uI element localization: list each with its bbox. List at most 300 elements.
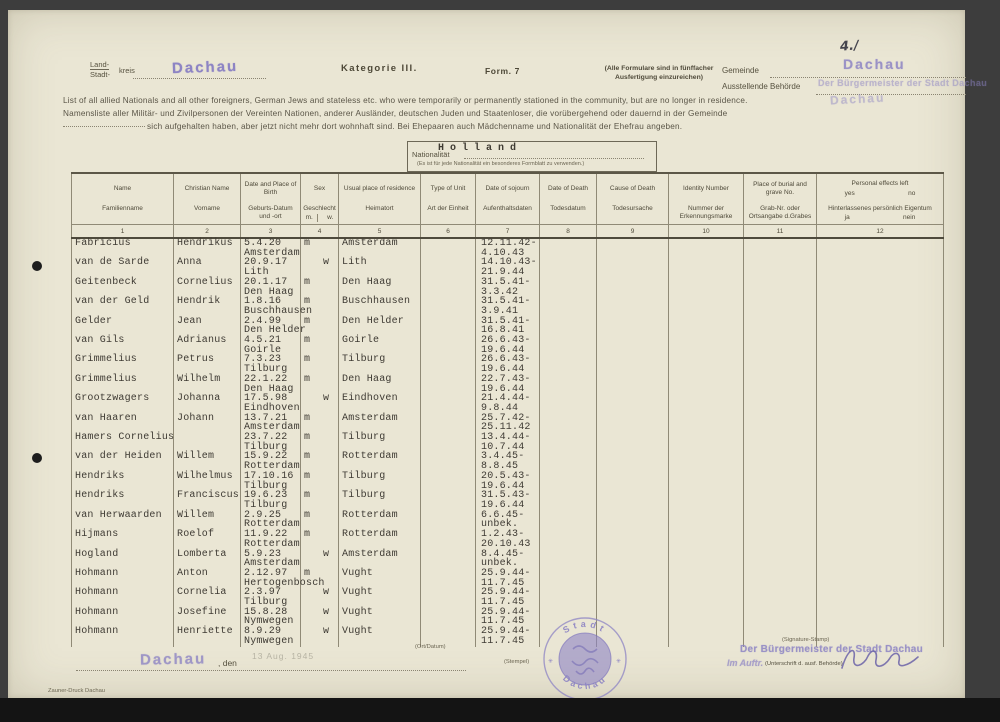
cell-sex: m [301, 375, 339, 394]
cell-sojourn: 20.5.43- 19.6.44 [476, 472, 540, 491]
cell-death-date [540, 433, 597, 452]
cell-unit [421, 530, 476, 549]
cell-effects [817, 238, 944, 258]
cell-christian-name: Wilhelmus [174, 472, 241, 491]
col-effects-de: Hinterlassenes persönlich Eigentum ja nein [817, 204, 944, 225]
cell-christian-name: Wilhelm [174, 375, 241, 394]
form-number: Form. 7 [485, 66, 520, 76]
cell-residence: Eindhoven [339, 394, 421, 413]
cell-death-date [540, 258, 597, 277]
col-sex-en: Sex [301, 173, 339, 204]
kreis-suffix: kreis [119, 66, 135, 75]
cell-sojourn: 31.5.43- 19.6.44 [476, 491, 540, 510]
cell-sex: w [301, 394, 339, 413]
cell-birth: 2.4.99 Den Helder [241, 317, 301, 336]
cell-sojourn: 3.4.45- 8.8.45 [476, 452, 540, 471]
cell-name: van Haaren [72, 414, 174, 433]
table-row [72, 452, 944, 471]
cell-identity-number [669, 238, 744, 258]
cell-burial [744, 530, 817, 549]
cell-residence: Den Haag [339, 278, 421, 297]
cell-christian-name: Henriette [174, 627, 241, 646]
den-label: , den [218, 658, 237, 668]
cell-burial [744, 569, 817, 588]
cell-name: van Herwaarden [72, 511, 174, 530]
cell-death-date [540, 569, 597, 588]
cell-unit [421, 336, 476, 355]
col-burial-en: Place of burial and grave No. [744, 173, 817, 204]
cell-death-date [540, 511, 597, 530]
punch-hole-bottom [32, 453, 42, 463]
cell-effects [817, 569, 944, 588]
cell-cause-of-death [597, 394, 669, 413]
ort-datum-dotted-line [76, 669, 466, 671]
table-row [72, 375, 944, 394]
cell-sex: w [301, 627, 339, 646]
copies-note: (Alle Formulare sind in fünffacher Ausfertigung einzureichen) [604, 65, 714, 81]
cell-effects [817, 550, 944, 569]
cell-unit [421, 472, 476, 491]
table-row [72, 433, 944, 452]
cell-identity-number [669, 258, 744, 277]
cell-name: van der Heiden [72, 452, 174, 471]
cell-residence: Rotterdam [339, 530, 421, 549]
cell-identity-number [669, 627, 744, 646]
cell-christian-name: Petrus [174, 355, 241, 374]
cell-identity-number [669, 530, 744, 549]
cell-christian-name: Willem [174, 452, 241, 471]
cell-name: Grootzwagers [72, 394, 174, 413]
table-row [72, 394, 944, 413]
intro-english: List of all allied Nationals and all other foreigners, German Jews and stateless etc. who were temporarily or permanently stationed in the community, but are no longer in residence. [63, 96, 748, 105]
cell-sojourn: 26.6.43- 19.6.44 [476, 355, 540, 374]
cell-cause-of-death [597, 433, 669, 452]
cell-sojourn: 1.2.43- 20.10.43 [476, 530, 540, 549]
cell-name: Hohmann [72, 588, 174, 607]
table-body [72, 238, 944, 647]
cell-unit [421, 491, 476, 510]
cell-cause-of-death [597, 317, 669, 336]
sex-m-w: m. w. [305, 214, 334, 221]
cell-death-date [540, 414, 597, 433]
seal-text-top: Stadt [561, 618, 610, 636]
cell-residence: Tilburg [339, 491, 421, 510]
cell-burial [744, 258, 817, 277]
cell-death-date [540, 278, 597, 297]
cell-residence: Tilburg [339, 472, 421, 491]
cell-name: Hijmans [72, 530, 174, 549]
cell-name: Hohmann [72, 569, 174, 588]
cell-death-date [540, 238, 597, 258]
gemeinde-label: Gemeinde [722, 66, 759, 75]
cell-sex: m [301, 317, 339, 336]
nationality-box [407, 141, 657, 172]
cell-burial [744, 452, 817, 471]
cell-identity-number [669, 433, 744, 452]
cell-birth: 1.8.16 Buschhausen [241, 297, 301, 316]
table-row [72, 336, 944, 355]
cell-sojourn: 22.7.43- 19.6.44 [476, 375, 540, 394]
cell-sojourn: 14.10.43- 21.9.44 [476, 258, 540, 277]
cell-name: Hendriks [72, 491, 174, 510]
cell-burial [744, 491, 817, 510]
cell-unit [421, 297, 476, 316]
cell-christian-name [174, 433, 241, 452]
cell-sex: m [301, 491, 339, 510]
cell-christian-name: Lomberta [174, 550, 241, 569]
cell-name: Hohmann [72, 608, 174, 627]
cell-effects [817, 472, 944, 491]
cell-birth: 8.9.29 Nymwegen [241, 627, 301, 646]
cell-residence: Tilburg [339, 433, 421, 452]
faint-date-stamp: 13 Aug. 1945 [252, 651, 315, 661]
col-cause-de: Todesursache [597, 204, 669, 225]
table-row [72, 550, 944, 569]
cell-identity-number [669, 588, 744, 607]
cell-identity-number [669, 375, 744, 394]
cell-unit [421, 258, 476, 277]
cell-residence: Amsterdam [339, 238, 421, 258]
cell-effects [817, 297, 944, 316]
cell-birth: 5.9.23 Amsterdam [241, 550, 301, 569]
cell-christian-name: Franciscus [174, 491, 241, 510]
document-page [8, 10, 988, 698]
cell-birth: 15.8.28 Nymwegen [241, 608, 301, 627]
cell-identity-number [669, 355, 744, 374]
cell-name: Hendriks [72, 472, 174, 491]
behoerde-label: Ausstellende Behörde [722, 82, 801, 91]
cell-identity-number [669, 452, 744, 471]
cell-burial [744, 297, 817, 316]
table-row [72, 511, 944, 530]
table-row [72, 530, 944, 549]
cell-birth: 2.3.97 Tilburg [241, 588, 301, 607]
cell-birth: 20.1.17 Den Haag [241, 278, 301, 297]
cell-cause-of-death [597, 491, 669, 510]
cell-identity-number [669, 511, 744, 530]
cell-effects [817, 278, 944, 297]
cell-death-date [540, 375, 597, 394]
persons-table [71, 172, 944, 647]
cell-cause-of-death [597, 511, 669, 530]
col-burial-de: Grab-Nr. oder Ortsangabe d.Grabes [744, 204, 817, 225]
cell-christian-name: Hendrik [174, 297, 241, 316]
cell-residence: Lith [339, 258, 421, 277]
cell-death-date [540, 491, 597, 510]
table-row [72, 491, 944, 510]
cell-identity-number [669, 608, 744, 627]
cell-name: Fabricius [72, 238, 174, 258]
cell-effects [817, 491, 944, 510]
seal-star-right: ✳ [616, 659, 622, 665]
cell-name: Hogland [72, 550, 174, 569]
cell-effects [817, 336, 944, 355]
cell-effects [817, 317, 944, 336]
cell-christian-name: Cornelia [174, 588, 241, 607]
cell-sojourn: 31.5.41- 16.8.41 [476, 317, 540, 336]
cell-death-date [540, 472, 597, 491]
cell-burial [744, 550, 817, 569]
kategorie-heading: Kategorie III. [341, 63, 418, 74]
cell-sex: m [301, 452, 339, 471]
cell-effects [817, 608, 944, 627]
scan-bottom-bar [0, 698, 1000, 722]
cell-effects [817, 452, 944, 471]
cell-unit [421, 375, 476, 394]
cell-residence: Den Haag [339, 375, 421, 394]
ort-datum-label: (Ort/Datum) [415, 644, 446, 650]
nationality-note: (Es ist für jede Nationalität ein besonderes Formblatt zu verwenden.) [417, 161, 585, 167]
cell-birth: 19.6.23 Tilburg [241, 491, 301, 510]
cell-unit [421, 433, 476, 452]
table-row [72, 608, 944, 627]
cell-unit [421, 550, 476, 569]
cell-identity-number [669, 550, 744, 569]
cell-name: van der Geld [72, 297, 174, 316]
cell-effects [817, 258, 944, 277]
cell-birth: 13.7.21 Amsterdam [241, 414, 301, 433]
cell-death-date [540, 317, 597, 336]
cell-unit [421, 569, 476, 588]
cell-identity-number [669, 569, 744, 588]
col-sojourn-de: Aufenthaltsdaten [476, 204, 540, 225]
cell-death-date [540, 394, 597, 413]
cell-birth: 5.4.20 Amsterdam [241, 238, 301, 258]
cell-name: Grimmelius [72, 355, 174, 374]
cell-cause-of-death [597, 336, 669, 355]
cell-death-date [540, 297, 597, 316]
col-christian-en: Christian Name [174, 173, 241, 204]
seal-text-bottom: Dachau [561, 673, 609, 692]
cell-birth: 2.12.97 Hertogenbosch [241, 569, 301, 588]
cell-sex: m [301, 569, 339, 588]
cell-birth: 15.9.22 Rotterdam [241, 452, 301, 471]
cell-sojourn: 21.4.44- 9.8.44 [476, 394, 540, 413]
table-row [72, 238, 944, 258]
cell-residence: Amsterdam [339, 414, 421, 433]
cell-residence: Vught [339, 608, 421, 627]
cell-burial [744, 336, 817, 355]
table-header [72, 173, 944, 238]
cell-effects [817, 433, 944, 452]
cell-residence: Vught [339, 588, 421, 607]
cell-sojourn: 8.4.45- unbek. [476, 550, 540, 569]
cell-effects [817, 355, 944, 374]
cell-birth: 11.9.22 Rotterdam [241, 530, 301, 549]
punch-hole-top [32, 261, 42, 271]
cell-unit [421, 355, 476, 374]
cell-christian-name: Roelof [174, 530, 241, 549]
cell-sex: m [301, 433, 339, 452]
cell-death-date [540, 550, 597, 569]
col-residence-de: Heimatort [339, 204, 421, 225]
behoerde-dachau-stamp: Dachau [829, 90, 886, 108]
cell-birth: 7.3.23 Tilburg [241, 355, 301, 374]
col-sex-de: Geschlecht m. w. [301, 204, 339, 225]
cell-death-date [540, 355, 597, 374]
cell-sojourn: 31.5.41- 3.9.41 [476, 297, 540, 316]
cell-unit [421, 414, 476, 433]
cell-sex: w [301, 258, 339, 277]
cell-identity-number [669, 491, 744, 510]
cell-identity-number [669, 414, 744, 433]
cell-christian-name: Willem [174, 511, 241, 530]
cell-sex: m [301, 472, 339, 491]
cell-name: van de Sarde [72, 258, 174, 277]
table-row [72, 278, 944, 297]
cell-birth: 23.7.22 Tilburg [241, 433, 301, 452]
table-row [72, 317, 944, 336]
cell-burial [744, 355, 817, 374]
cell-birth: 4.5.21 Goirle [241, 336, 301, 355]
cell-christian-name: Johann [174, 414, 241, 433]
cell-name: van Gils [72, 336, 174, 355]
cell-birth: 20.9.17 Lith [241, 258, 301, 277]
table-row [72, 258, 944, 277]
cell-christian-name: Cornelius [174, 278, 241, 297]
gemeinde-dachau-stamp: Dachau [843, 56, 906, 72]
cell-name: Hamers Cornelius [72, 433, 174, 452]
col-identity-de: Nummer der Erkennungsmarke [669, 204, 744, 225]
cell-unit [421, 278, 476, 297]
cell-cause-of-death [597, 569, 669, 588]
signature-scribble [838, 642, 923, 676]
stempel-label: (Stempel) [504, 659, 530, 665]
nationality-value: Holland [438, 143, 523, 154]
cell-death-date [540, 588, 597, 607]
mayor-stamp: Der Bürgermeister der Stadt Dachau [740, 644, 924, 655]
col-name-en: Name [72, 173, 174, 204]
cell-death-date [540, 530, 597, 549]
col-cause-en: Cause of Death [597, 173, 669, 204]
nationality-dotted-line [464, 157, 644, 159]
cell-christian-name: Jean [174, 317, 241, 336]
cell-residence: Tilburg [339, 355, 421, 374]
cell-sex: m [301, 511, 339, 530]
cell-residence: Vught [339, 627, 421, 646]
cell-death-date [540, 452, 597, 471]
cell-identity-number [669, 317, 744, 336]
cell-burial [744, 511, 817, 530]
cell-sojourn: 13.4.44- 10.7.44 [476, 433, 540, 452]
cell-name: Geitenbeck [72, 278, 174, 297]
cell-residence: Den Helder [339, 317, 421, 336]
cell-cause-of-death [597, 355, 669, 374]
cell-burial [744, 588, 817, 607]
cell-birth: 2.9.25 Rotterdam [241, 511, 301, 530]
cell-effects [817, 414, 944, 433]
col-effects-en: Personal effects left yes no [817, 173, 944, 204]
cell-effects [817, 511, 944, 530]
table-row [72, 569, 944, 588]
cell-burial [744, 238, 817, 258]
cell-burial [744, 472, 817, 491]
cell-effects [817, 375, 944, 394]
cell-unit [421, 608, 476, 627]
seal-star-left: ✳ [548, 659, 554, 665]
cell-sex: m [301, 278, 339, 297]
handwritten-page-number: 4./ [839, 38, 860, 55]
cell-christian-name: Josefine [174, 608, 241, 627]
effects-ja-nein: ja nein [844, 214, 916, 221]
cell-identity-number [669, 394, 744, 413]
table-row [72, 414, 944, 433]
nationality-label: Nationalität [412, 150, 450, 159]
cell-unit [421, 238, 476, 258]
cell-cause-of-death [597, 472, 669, 491]
kreis-label: Land- Stadt- [90, 60, 111, 79]
cell-name: Gelder [72, 317, 174, 336]
cell-sex: m [301, 530, 339, 549]
cell-death-date [540, 336, 597, 355]
kreis-dotted-line [133, 77, 266, 79]
cell-residence: Rotterdam [339, 452, 421, 471]
cell-burial [744, 278, 817, 297]
cell-sojourn: 25.9.44- 11.7.45 [476, 569, 540, 588]
cell-sex: m [301, 414, 339, 433]
cell-birth: 22.1.22 Den Haag [241, 375, 301, 394]
cell-effects [817, 394, 944, 413]
city-seal-stamp [542, 616, 628, 702]
cell-cause-of-death [597, 414, 669, 433]
cell-cause-of-death [597, 550, 669, 569]
cell-sex: m [301, 238, 339, 258]
cell-burial [744, 375, 817, 394]
cell-unit [421, 511, 476, 530]
cell-unit [421, 394, 476, 413]
cell-sojourn: 25.9.44- 11.7.45 [476, 588, 540, 607]
col-unit-de: Art der Einheit [421, 204, 476, 225]
cell-cause-of-death [597, 297, 669, 316]
col-name-de: Familienname [72, 204, 174, 225]
col-deathdate-en: Date of Death [540, 173, 597, 204]
column-numbers-row: 1 2 3 4 5 6 7 8 9 10 11 12 [72, 225, 944, 239]
cell-sojourn: 25.9.44- 11.7.45 [476, 627, 540, 646]
cell-name: Hohmann [72, 627, 174, 646]
col-identity-en: Identity Number [669, 173, 744, 204]
cell-christian-name: Johanna [174, 394, 241, 413]
cell-residence: Amsterdam [339, 550, 421, 569]
cell-burial [744, 433, 817, 452]
intro-leader-dots [63, 125, 145, 127]
cell-sex: w [301, 608, 339, 627]
cell-cause-of-death [597, 278, 669, 297]
cell-christian-name: Anna [174, 258, 241, 277]
cell-effects [817, 588, 944, 607]
cell-identity-number [669, 297, 744, 316]
col-residence-en: Usual place of residence [339, 173, 421, 204]
cell-residence: Vught [339, 569, 421, 588]
cell-christian-name: Anton [174, 569, 241, 588]
cell-name: Grimmelius [72, 375, 174, 394]
col-birth-en: Date and Place of Birth [241, 173, 301, 204]
cell-christian-name: Adrianus [174, 336, 241, 355]
cell-residence: Rotterdam [339, 511, 421, 530]
cell-sex: m [301, 355, 339, 374]
im-auftrag-stamp: Im Auftr. [727, 658, 764, 668]
table-row [72, 588, 944, 607]
col-unit-en: Type of Unit [421, 173, 476, 204]
cell-residence: Goirle [339, 336, 421, 355]
cell-cause-of-death [597, 452, 669, 471]
behoerde-mayor-stamp: Der Bürgermeister der Stadt Dachau [818, 78, 988, 88]
intro-german-1: Namensliste aller Militär- und Zivilpersonen der Vereinten Nationen, anderer Ausländer, deutschen Juden und Staatenloser, die vorübergehend oder dauernd in der Gemeinde [63, 109, 728, 118]
cell-unit [421, 317, 476, 336]
table-row [72, 472, 944, 491]
cell-sojourn: 26.6.43- 19.6.44 [476, 336, 540, 355]
cell-burial [744, 317, 817, 336]
cell-christian-name: Hendrikus [174, 238, 241, 258]
